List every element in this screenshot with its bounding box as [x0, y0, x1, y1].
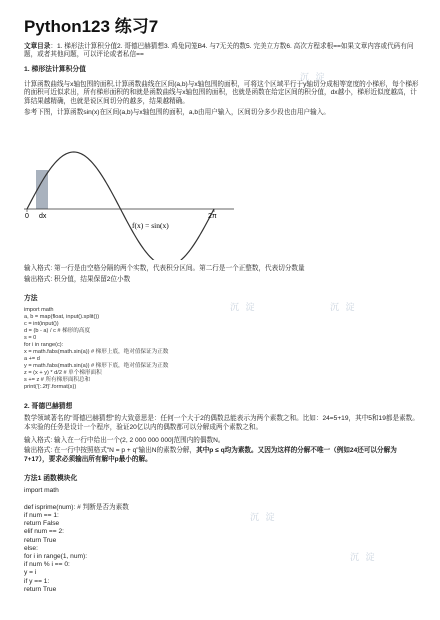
section2-output-bold: 其中p ≤ q均为素数。又因为这样的分解不唯一（例如24还可以分解为7+17），要求必须输出所有解中p最小的解。: [24, 447, 397, 463]
code-line: a += d: [24, 356, 40, 363]
code-line: return True: [24, 585, 57, 593]
section2-output-format: [24, 447, 420, 464]
watermark: 沉 淀: [330, 302, 357, 312]
watermark: 沉 淀: [350, 552, 377, 562]
code-line: def isprime(num): # 判断是否为素数: [24, 503, 129, 511]
code-line: s += z # 所有梯形面积总和: [24, 377, 91, 384]
code-line: if num == 1:: [24, 511, 59, 519]
code-line: import math: [24, 487, 59, 495]
code-line: c = int(input()): [24, 321, 59, 328]
code-line: z = (x + y) * d/2 # 单个梯形面积: [24, 370, 102, 377]
toc-label: 文章目录: [24, 43, 51, 50]
watermark: 沉 淀: [230, 302, 257, 312]
code-line: print('{:.2f}'.format(s)): [24, 384, 77, 391]
section2-input-format: 输入格式: 输入在一行中给出一个(2, 2 000 000 000]范围内的偶数N。: [24, 436, 225, 444]
code-line: if y == 1:: [24, 577, 50, 585]
code-line: return True: [24, 536, 57, 544]
section1-paragraph-2: 参考下图，计算函数sin(x)在区间(a,b)与x轴包围的面积，a,b由用户输入，区间切分多少段也由用户输入。: [24, 108, 330, 116]
table-of-contents: 文章目录：1. 梯形法计算积分值2. 哥德巴赫猜想3. 鸡兔同笼B4. 与7无关的数5. 完美立方数6. 高次方程求根==如果文章内容或代码有问题，或者其他问题，可以评论或者私信==: [24, 43, 414, 59]
code-line: for i in range(1, num):: [24, 552, 88, 560]
sine-chart: [24, 150, 234, 260]
code-line: d = (b - a) / c # 梯形的高度: [24, 328, 91, 335]
code-line: s = 0: [24, 335, 37, 342]
page-title: Python123 练习7: [24, 17, 159, 36]
code-line: if num % i == 0:: [24, 561, 70, 569]
section1-code-block: [24, 307, 420, 391]
code-line: elif num == 2:: [24, 528, 64, 536]
code-line: else:: [24, 544, 38, 552]
x-tick-label-dx: dx: [39, 213, 47, 220]
watermark: 沉 淀: [300, 72, 327, 82]
code-line: y = math.fabs(math.sin(a)) # 梯形下底，绝对值保证为正数: [24, 363, 169, 370]
code-line: [24, 496, 420, 504]
sine-curve: [27, 152, 214, 260]
code-line: for i in range(c):: [24, 342, 64, 349]
document-page: [24, 12, 420, 594]
toc-text: 1. 梯形法计算积分值2. 哥德巴赫猜想3. 鸡兔同笼B4. 与7无关的数5. 完美立方数6. 高次方程求根==如果文章内容或代码有问题，或者其他问题，可以评论或者私信==: [24, 43, 414, 59]
section2-paragraph: 数学领域著名的"哥德巴赫猜想"的大致意思是：任何一个大于2的偶数总能表示为两个素数之和。比如：24=5+19，其中5和19都是素数。本实验的任务是设计一个程序，验证20亿以内的偶数都可以分解成两个素数之和。: [24, 415, 419, 431]
code-line: return False: [24, 520, 60, 528]
section1-heading: 1. 梯形法计算积分值: [24, 65, 86, 73]
x-tick-label-0: 0: [25, 213, 29, 220]
code-line: y = i: [24, 569, 37, 577]
x-tick-label-2pi: 2π: [208, 213, 217, 220]
section1-method-heading: 方法: [24, 295, 38, 303]
section2-code-block: [24, 487, 420, 594]
code-line: import math: [24, 307, 54, 314]
watermark: 沉 淀: [250, 512, 277, 522]
section1-output-format: 输出格式: 积分值，结果保留2位小数: [24, 275, 131, 283]
section1-input-format: 输入格式: 第一行是由空格分隔的两个实数，代表积分区间。第二行是一个正整数，代表切分数量: [24, 265, 305, 273]
section1-paragraph: 计算函数曲线与x轴包围的面积,计算函数曲线在区间(a,b)与x轴包围的面积，可将这个区域平行于y轴切分成相等宽度的小梯形，每个梯形的面积可近似求出，所有梯形面积的和就是函数曲线与x轴包围的面积，也就是函数在给定区间的积分值，dx越小，梯形近似度越高，计算结果越精确，也就是说区间切分的越多，结果越精确。: [24, 80, 419, 105]
code-line: a, b = map(float, input().split()): [24, 314, 100, 321]
section2-output-text: 输出格式: 在一行中按照格式"N = p + q"输出N的素数分解，: [24, 447, 197, 455]
code-line: x = math.fabs(math.sin(a)) # 梯形上底，绝对值保证为正数: [24, 349, 169, 356]
section2-method-heading: 方法1 函数模块化: [24, 475, 78, 483]
section2-heading: 2. 哥德巴赫猜想: [24, 403, 73, 411]
function-label: f(x) = sin(x): [132, 221, 169, 230]
